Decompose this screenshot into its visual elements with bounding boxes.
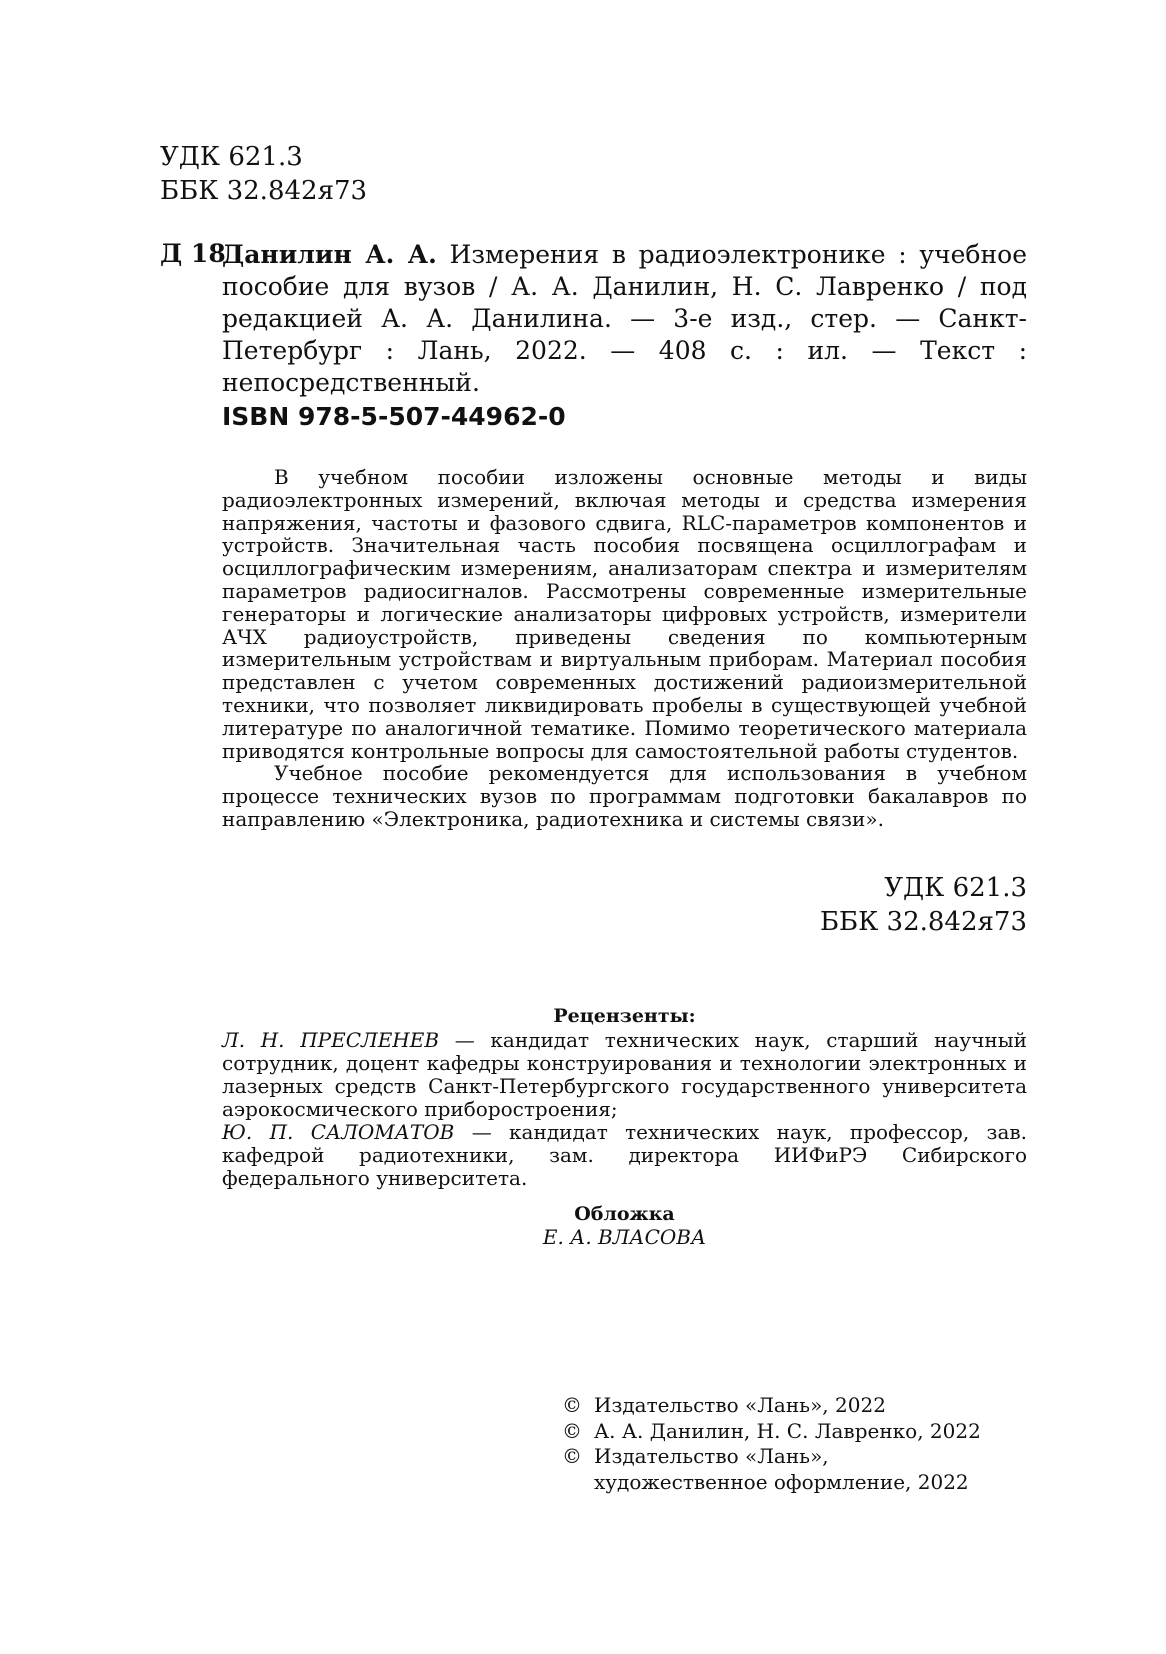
copyright-continuation: художественное оформление, 2022 <box>594 1469 969 1494</box>
copyright-text: Издательство «Лань», 2022 <box>594 1393 886 1417</box>
reviewers-title: Рецензенты: <box>553 1005 696 1027</box>
udk-code: УДК 621.3 <box>884 873 1027 903</box>
udk-code: УДК 621.3 <box>160 142 303 172</box>
copyright-line <box>562 1444 981 1470</box>
copyright-line <box>562 1393 981 1419</box>
reviewer-entry <box>222 1029 1027 1121</box>
annotation-paragraph: В учебном пособии изложены основные методы и виды радиоэлектронных измерений, включая методы и средства измерения напряжения, частоты и фазового сдвига, RLC-параметров компонентов и устройств. Значительная часть пособия посвящена осциллографам и осциллографическим измерениям, анализаторам спектра и измерителям параметров радиосигналов. Рассмотрены современные измерительные генераторы и логические анализаторы цифровых устройств, измерители АЧХ радиоустройств, приведены сведения по компьютерным измерительным устройствам и виртуальным приборам. Материал пособия представлен с учетом современных достижений радиоизмерительной техники, что позволяет ликвидировать пробелы в существующей учебной литературе по аналогичной тематике. Помимо теоретического материала приводятся контрольные вопросы для самостоятельной работы студентов. <box>222 465 1027 763</box>
classification-bottom <box>820 871 1027 939</box>
reviewer-entry <box>222 1121 1027 1190</box>
reviewers-list <box>222 1029 1027 1190</box>
reviewer-description: — кандидат технических наук, профессор, зав. кафедрой радиотехники, зам. директора ИИФиРЭ Сибирского федерального университета. <box>222 1120 1027 1190</box>
author-mark: Д 18 <box>160 239 226 268</box>
reviewer-name: Ю. П. САЛОМАТОВ <box>222 1120 455 1144</box>
bbk-code: ББК 32.842я73 <box>819 907 1027 937</box>
bibliographic-description: Измерения в радиоэлектронике : учебное пособие для вузов / А. А. Данилин, Н. С. Лавренко / под редакцией А. А. Данилина. — 3-е изд., стер. — Санкт-Петербург : Лань, 2022. — 408 с. : ил. — Текст : непосредственный. <box>222 240 1027 397</box>
classification-top <box>160 140 367 208</box>
copyright-line <box>562 1419 981 1445</box>
copyright-block <box>562 1393 981 1495</box>
isbn: ISBN 978-5-507-44962-0 <box>222 402 566 431</box>
copyright-symbol: © <box>562 1418 582 1443</box>
copyright-text: Издательство «Лань», <box>594 1444 829 1468</box>
bibliographic-record <box>222 239 1027 399</box>
reviewer-description: — кандидат технических наук, старший научный сотрудник, доцент кафедры конструирования и технологии электронных и лазерных средств Санкт-Петербургского государственного университета аэрокосмического приборостроения; <box>222 1028 1027 1121</box>
bbk-code: ББК 32.842я73 <box>160 176 368 206</box>
author-name: Данилин А. А. <box>222 240 437 269</box>
cover-title: Обложка <box>574 1203 675 1225</box>
copyright-symbol: © <box>562 1393 582 1417</box>
cover-designer: Е. А. ВЛАСОВА <box>542 1225 707 1249</box>
copyright-text: А. А. Данилин, Н. С. Лавренко, 2022 <box>594 1418 981 1443</box>
annotation-paragraph: Учебное пособие рекомендуется для использования в учебном процессе технических вузов по программам подготовки бакалавров по направлению «Электроника, радиотехника и системы связи». <box>222 761 1027 831</box>
reviewer-name: Л. Н. ПРЕСЛЕНЕВ <box>222 1028 440 1052</box>
copyright-symbol: © <box>562 1444 582 1468</box>
annotation <box>222 466 1027 831</box>
